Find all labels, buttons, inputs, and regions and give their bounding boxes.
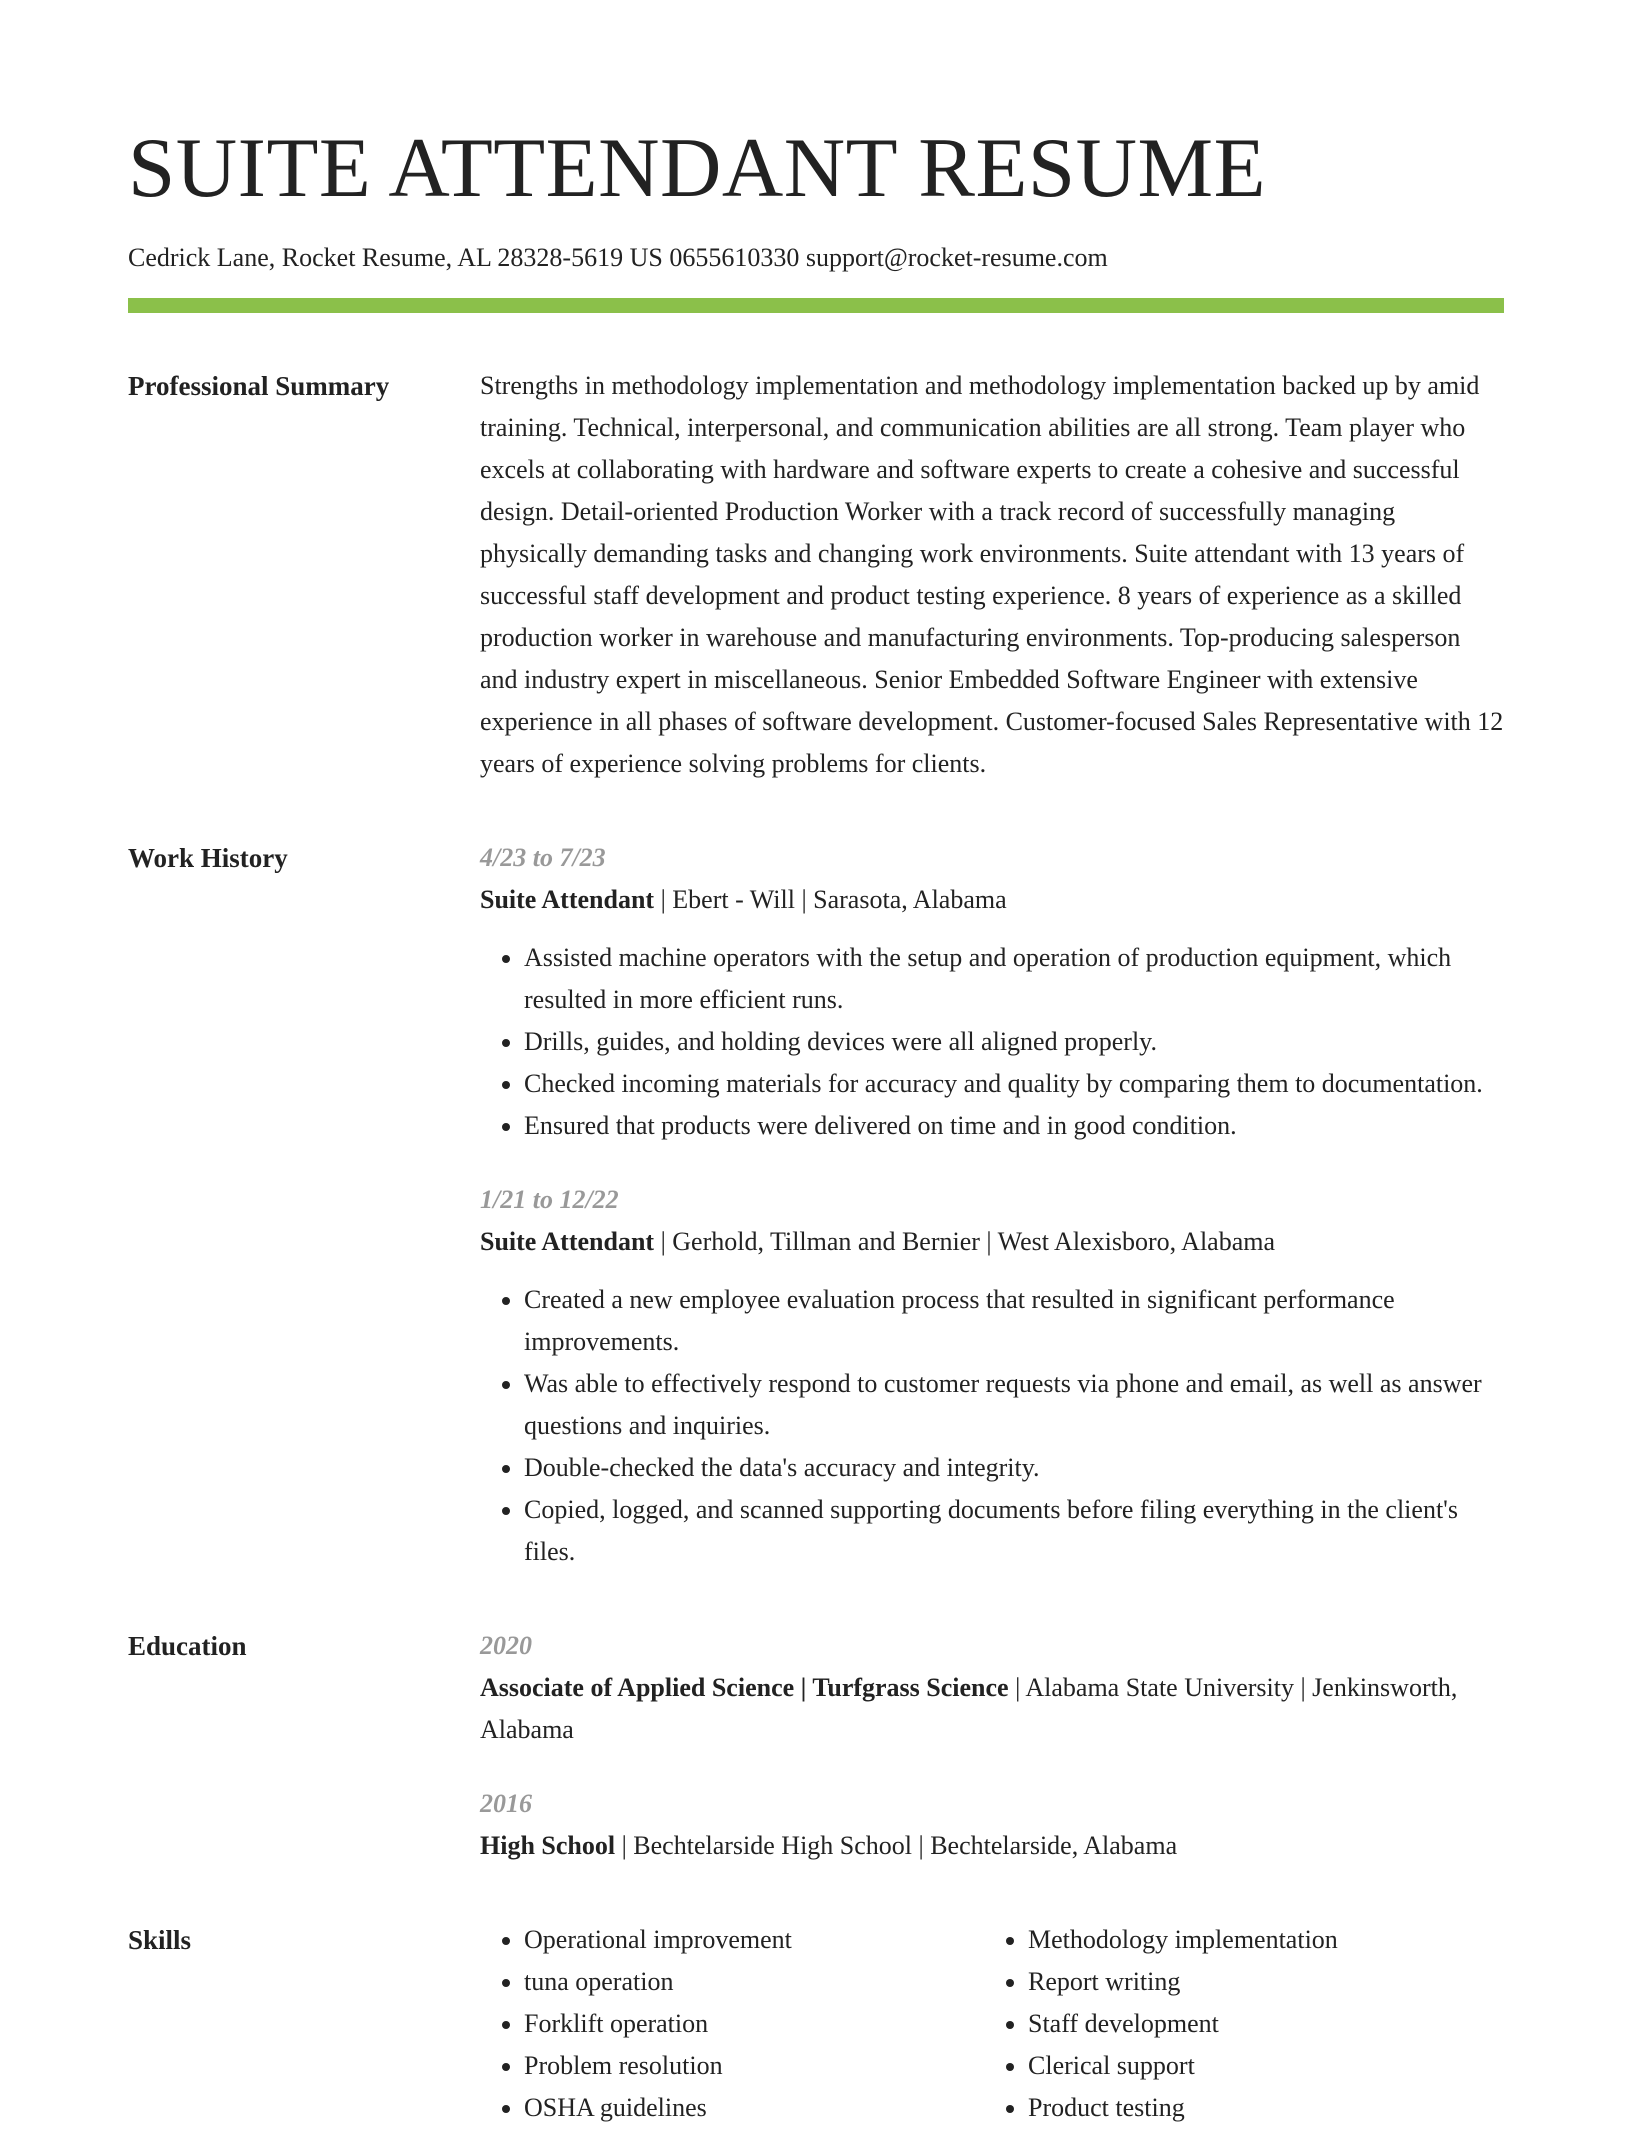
education-entry [480, 1783, 1504, 1867]
job-entry [480, 1179, 1504, 1573]
skills-list-left [480, 1919, 984, 2129]
accent-divider [128, 298, 1504, 313]
skill-item: • tuna operation [524, 1961, 984, 2003]
summary-text: Strengths in methodology implementation and methodology implementation backed up by amid training. Technical, interpersonal, and communication abilities are all strong. Team player who excels at collaborating with hardware and software experts to create a cohesive and successful design. Detail-oriented Production Worker with a track record of successfully managing physically demanding tasks and changing work environments. Suite attendant with 13 years of successful staff development and product testing experience. 8 years of experience as a skilled production worker in warehouse and manufacturing environments. Top-producing salesperson and industry expert in miscellaneous. Senior Embedded Software Engineer with extensive experience in all phases of software development. Customer-focused Sales Representative with 12 years of experience solving problems for clients. [480, 371, 1504, 778]
education-year: 2016 [480, 1789, 532, 1818]
job-dates: 1/21 to 12/22 [480, 1185, 619, 1214]
job-bullet: • Ensured that products were delivered on time and in good condition. [524, 1105, 1504, 1147]
skills-list-right [984, 1919, 1488, 2129]
job-bullet: • Double-checked the data's accuracy and integrity. [524, 1447, 1504, 1489]
resume-title: SUITE ATTENDANT RESUME [128, 121, 1267, 215]
education-degree: Associate of Applied Science | Turfgrass Science [480, 1673, 1009, 1702]
job-bullet: • Assisted machine operators with the setup and operation of production equipment, which resulted in more efficient runs. [524, 937, 1504, 1021]
work-history-section [128, 837, 1504, 1573]
job-details: | Gerhold, Tillman and Bernier | West Alexisboro, Alabama [654, 1227, 1276, 1256]
job-dates: 4/23 to 7/23 [480, 843, 606, 872]
skill-item: • Methodology implementation [1028, 1919, 1488, 1961]
skill-item: • Operational improvement [524, 1919, 984, 1961]
job-title: Suite Attendant [480, 885, 655, 914]
contact-line: Cedrick Lane, Rocket Resume, AL 28328-5619 US 0655610330 support@rocket-resume.com [128, 243, 1108, 272]
section-heading-education: Education [128, 1631, 247, 1661]
job-bullet: • Checked incoming materials for accuracy and quality by comparing them to documentation. [524, 1063, 1504, 1105]
education-year: 2020 [480, 1631, 532, 1660]
skill-item: • Report writing [1028, 1961, 1488, 2003]
job-details: | Ebert - Will | Sarasota, Alabama [654, 885, 1007, 914]
skill-item: • Forklift operation [524, 2003, 984, 2045]
job-bullets [480, 937, 1504, 1147]
job-bullet: • Drills, guides, and holding devices were all aligned properly. [524, 1021, 1504, 1063]
education-details: | Alabama State University | Jenkinsworth, Alabama [480, 1673, 1458, 1744]
education-entry [480, 1625, 1504, 1751]
job-bullets [480, 1279, 1504, 1573]
skill-item: • Clerical support [1028, 2045, 1488, 2087]
education-details: | Bechtelarside High School | Bechtelarside, Alabama [615, 1831, 1178, 1860]
job-bullet: • Created a new employee evaluation process that resulted in significant performance improvements. [524, 1279, 1504, 1363]
job-bullet: • Was able to effectively respond to customer requests via phone and email, as well as answer questions and inquiries. [524, 1363, 1504, 1447]
education-heading [480, 1825, 1504, 1867]
skill-item: • Problem resolution [524, 2045, 984, 2087]
section-heading-summary: Professional Summary [128, 371, 390, 401]
job-bullet: • Copied, logged, and scanned supporting documents before filing everything in the client's files. [524, 1489, 1504, 1573]
resume-page [128, 0, 1504, 2129]
education-section [128, 1625, 1504, 1867]
summary-section [128, 365, 1504, 785]
job-heading [480, 879, 1504, 921]
education-degree: High School [480, 1831, 616, 1860]
section-heading-work-history: Work History [128, 843, 288, 873]
job-heading [480, 1221, 1504, 1263]
job-title: Suite Attendant [480, 1227, 655, 1256]
skill-item: • OSHA guidelines [524, 2087, 984, 2129]
job-entry [480, 837, 1504, 1147]
section-heading-skills: Skills [128, 1925, 192, 1955]
skill-item: • Staff development [1028, 2003, 1488, 2045]
skill-item: • Product testing [1028, 2087, 1488, 2129]
education-heading [480, 1667, 1504, 1751]
skills-columns [480, 1919, 1504, 2129]
skills-section [128, 1919, 1504, 2129]
